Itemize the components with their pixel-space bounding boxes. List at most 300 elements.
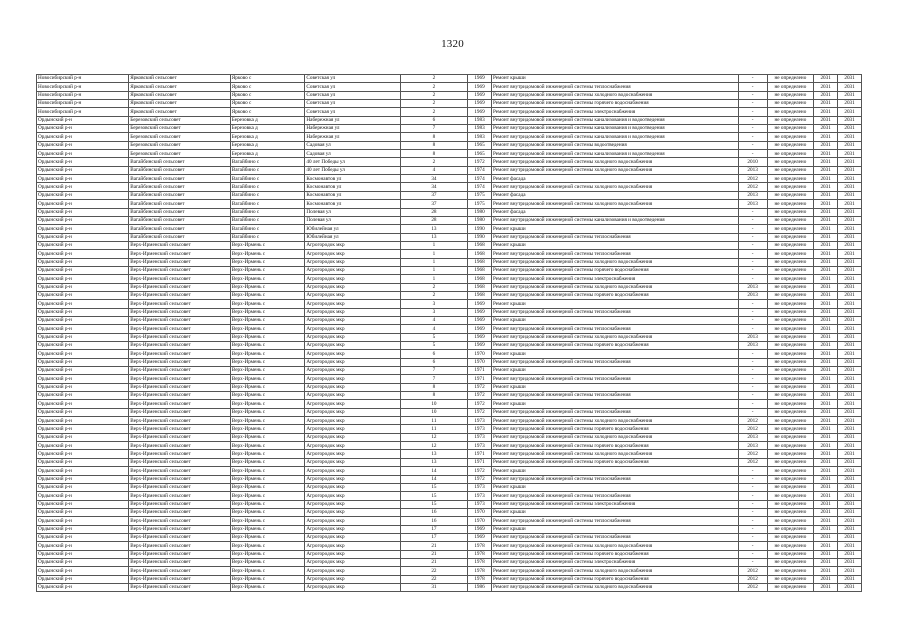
last-repair-year-cell: - (738, 125, 767, 133)
street-cell: Агрогородок мкр (305, 325, 400, 333)
work-type-cell: Ремонт внутридомовой инженерной системы холодного водоснабжения (491, 567, 738, 575)
table-row (37, 558, 862, 566)
street-cell: Агрогородок мкр (305, 358, 400, 366)
district-cell: Ордынский р-н (37, 208, 129, 216)
street-cell: Набережная ул (305, 125, 400, 133)
settlement-council-cell: Вагайбинский сельсовет (129, 191, 231, 199)
start-year-cell: 2031 (814, 233, 838, 241)
year-built-cell: 1972 (468, 383, 492, 391)
locality-cell: Верх-Ирмень с (230, 583, 305, 591)
locality-cell: Верх-Ирмень с (230, 275, 305, 283)
settlement-council-cell: Верх-Ирменский сельсовет (129, 483, 231, 491)
cost-cell: не определено (767, 275, 814, 283)
locality-cell: Верх-Ирмень с (230, 500, 305, 508)
district-cell: Ордынский р-н (37, 308, 129, 316)
house-number-cell: 7 (400, 367, 467, 375)
start-year-cell: 2031 (814, 141, 838, 149)
last-repair-year-cell: - (738, 558, 767, 566)
cost-cell: не определено (767, 533, 814, 541)
house-number-cell: 17 (400, 525, 467, 533)
table-row (37, 500, 862, 508)
street-cell: Агрогородок мкр (305, 291, 400, 299)
locality-cell: Верх-Ирмень с (230, 517, 305, 525)
house-number-cell: 8 (400, 392, 467, 400)
start-year-cell: 2031 (814, 525, 838, 533)
end-year-cell: 2031 (838, 558, 862, 566)
cost-cell: не определено (767, 567, 814, 575)
last-repair-year-cell: - (738, 400, 767, 408)
start-year-cell: 2031 (814, 567, 838, 575)
end-year-cell: 2031 (838, 433, 862, 441)
work-type-cell: Ремонт внутридомовой инженерной системы теплоснабжения (491, 517, 738, 525)
year-built-cell: 1974 (468, 166, 492, 174)
house-number-cell: 13 (400, 458, 467, 466)
settlement-council-cell: Верх-Ирменский сельсовет (129, 308, 231, 316)
end-year-cell: 2031 (838, 367, 862, 375)
end-year-cell: 2031 (838, 350, 862, 358)
locality-cell: Вагайбино с (230, 158, 305, 166)
house-number-cell: 2 (400, 283, 467, 291)
last-repair-year-cell: - (738, 525, 767, 533)
street-cell: Агрогородок мкр (305, 275, 400, 283)
last-repair-year-cell: - (738, 350, 767, 358)
year-built-cell: 1971 (468, 458, 492, 466)
cost-cell: не определено (767, 450, 814, 458)
settlement-council-cell: Верх-Ирменский сельсовет (129, 492, 231, 500)
street-cell: Агрогородок мкр (305, 383, 400, 391)
cost-cell: не определено (767, 316, 814, 324)
district-cell: Ордынский р-н (37, 225, 129, 233)
last-repair-year-cell: - (738, 392, 767, 400)
locality-cell: Березовка д (230, 116, 305, 124)
cost-cell: не определено (767, 508, 814, 516)
year-built-cell: 1978 (468, 567, 492, 575)
year-built-cell: 1968 (468, 275, 492, 283)
locality-cell: Верх-Ирмень с (230, 375, 305, 383)
locality-cell: Березовка д (230, 150, 305, 158)
cost-cell: не определено (767, 492, 814, 500)
work-type-cell: Ремонт крыши (491, 525, 738, 533)
work-type-cell: Ремонт внутридомовой инженерной системы холодного водоснабжения (491, 258, 738, 266)
end-year-cell: 2031 (838, 408, 862, 416)
end-year-cell: 2031 (838, 108, 862, 116)
last-repair-year-cell: 2012 (738, 458, 767, 466)
start-year-cell: 2031 (814, 425, 838, 433)
end-year-cell: 2031 (838, 383, 862, 391)
year-built-cell: 1973 (468, 425, 492, 433)
last-repair-year-cell: 2010 (738, 158, 767, 166)
table-row (37, 241, 862, 249)
district-cell: Ордынский р-н (37, 283, 129, 291)
table-row (37, 283, 862, 291)
last-repair-year-cell: - (738, 91, 767, 99)
street-cell: Агрогородок мкр (305, 517, 400, 525)
street-cell: Космонавтов ул (305, 183, 400, 191)
end-year-cell: 2031 (838, 508, 862, 516)
cost-cell: не определено (767, 166, 814, 174)
district-cell: Новосибирский р-н (37, 108, 129, 116)
locality-cell: Верх-Ирмень с (230, 567, 305, 575)
table-row (37, 258, 862, 266)
house-number-cell: 6 (400, 116, 467, 124)
district-cell: Ордынский р-н (37, 442, 129, 450)
district-cell: Ордынский р-н (37, 458, 129, 466)
cost-cell: не определено (767, 200, 814, 208)
start-year-cell: 2031 (814, 325, 838, 333)
last-repair-year-cell: - (738, 100, 767, 108)
start-year-cell: 2031 (814, 216, 838, 224)
start-year-cell: 2031 (814, 275, 838, 283)
year-built-cell: 1969 (468, 108, 492, 116)
last-repair-year-cell: 2012 (738, 417, 767, 425)
street-cell: Агрогородок мкр (305, 283, 400, 291)
end-year-cell: 2031 (838, 517, 862, 525)
last-repair-year-cell: - (738, 300, 767, 308)
work-type-cell: Ремонт внутридомовой инженерной системы холодного водоснабжения (491, 542, 738, 550)
year-built-cell: 1975 (468, 200, 492, 208)
start-year-cell: 2031 (814, 283, 838, 291)
end-year-cell: 2031 (838, 550, 862, 558)
work-type-cell: Ремонт внутридомовой инженерной системы горячего водоснабжения (491, 442, 738, 450)
district-cell: Ордынский р-н (37, 500, 129, 508)
settlement-council-cell: Верх-Ирменский сельсовет (129, 408, 231, 416)
year-built-cell: 1973 (468, 500, 492, 508)
table-row (37, 442, 862, 450)
work-type-cell: Ремонт крыши (491, 241, 738, 249)
settlement-council-cell: Верх-Ирменский сельсовет (129, 417, 231, 425)
cost-cell: не определено (767, 216, 814, 224)
street-cell: Агрогородок мкр (305, 542, 400, 550)
cost-cell: не определено (767, 191, 814, 199)
house-number-cell: 2 (400, 158, 467, 166)
settlement-council-cell: Верх-Ирменский сельсовет (129, 542, 231, 550)
cost-cell: не определено (767, 150, 814, 158)
end-year-cell: 2031 (838, 275, 862, 283)
district-cell: Ордынский р-н (37, 508, 129, 516)
table-row (37, 342, 862, 350)
end-year-cell: 2031 (838, 417, 862, 425)
locality-cell: Верх-Ирмень с (230, 258, 305, 266)
table-row (37, 458, 862, 466)
end-year-cell: 2031 (838, 450, 862, 458)
table-row (37, 141, 862, 149)
settlement-council-cell: Вагайбинский сельсовет (129, 200, 231, 208)
house-number-cell: 12 (400, 442, 467, 450)
table-row (37, 300, 862, 308)
start-year-cell: 2031 (814, 400, 838, 408)
district-cell: Ордынский р-н (37, 166, 129, 174)
work-type-cell: Ремонт внутридомовой инженерной системы холодного водоснабжения (491, 166, 738, 174)
table-row (37, 333, 862, 341)
end-year-cell: 2031 (838, 233, 862, 241)
work-type-cell: Ремонт крыши (491, 225, 738, 233)
settlement-council-cell: Верх-Ирменский сельсовет (129, 358, 231, 366)
cost-cell: не определено (767, 458, 814, 466)
work-type-cell: Ремонт внутридомовой инженерной системы холодного водоснабжения (491, 450, 738, 458)
start-year-cell: 2031 (814, 533, 838, 541)
street-cell: Агрогородок мкр (305, 308, 400, 316)
locality-cell: Вагайбино с (230, 191, 305, 199)
house-number-cell: 15 (400, 500, 467, 508)
year-built-cell: 1971 (468, 450, 492, 458)
work-type-cell: Ремонт внутридомовой инженерной системы холодного водоснабжения (491, 183, 738, 191)
table-row (37, 367, 862, 375)
year-built-cell: 1969 (468, 83, 492, 91)
start-year-cell: 2031 (814, 75, 838, 83)
house-number-cell: 10 (400, 400, 467, 408)
district-cell: Ордынский р-н (37, 450, 129, 458)
start-year-cell: 2031 (814, 166, 838, 174)
street-cell: Агрогородок мкр (305, 241, 400, 249)
end-year-cell: 2031 (838, 191, 862, 199)
locality-cell: Верх-Ирмень с (230, 483, 305, 491)
settlement-council-cell: Верх-Ирменский сельсовет (129, 567, 231, 575)
table-row (37, 542, 862, 550)
table-row (37, 400, 862, 408)
street-cell: Агрогородок мкр (305, 333, 400, 341)
house-number-cell: 17 (400, 533, 467, 541)
house-number-cell: 2 (400, 83, 467, 91)
district-cell: Ордынский р-н (37, 358, 129, 366)
last-repair-year-cell: - (738, 258, 767, 266)
locality-cell: Верх-Ирмень с (230, 316, 305, 324)
street-cell: Советская ул (305, 100, 400, 108)
last-repair-year-cell: 2013 (738, 200, 767, 208)
table-row (37, 508, 862, 516)
year-built-cell: 1972 (468, 158, 492, 166)
work-type-cell: Ремонт внутридомовой инженерной системы холодного водоснабжения (491, 417, 738, 425)
settlement-council-cell: Верх-Ирменский сельсовет (129, 275, 231, 283)
end-year-cell: 2031 (838, 141, 862, 149)
district-cell: Ордынский р-н (37, 350, 129, 358)
table-row (37, 492, 862, 500)
start-year-cell: 2031 (814, 392, 838, 400)
year-built-cell: 1969 (468, 75, 492, 83)
table-row (37, 183, 862, 191)
year-built-cell: 1965 (468, 141, 492, 149)
work-type-cell: Ремонт внутридомовой инженерной системы теплоснабжения (491, 250, 738, 258)
house-number-cell: 21 (400, 542, 467, 550)
table-row (37, 433, 862, 441)
house-number-cell: 6 (400, 350, 467, 358)
house-number-cell: 7 (400, 125, 467, 133)
settlement-council-cell: Вагайбинский сельсовет (129, 216, 231, 224)
house-number-cell: 6 (400, 358, 467, 366)
start-year-cell: 2031 (814, 500, 838, 508)
end-year-cell: 2031 (838, 342, 862, 350)
house-number-cell: 5 (400, 342, 467, 350)
year-built-cell: 1969 (468, 533, 492, 541)
settlement-council-cell: Верх-Ирменский сельсовет (129, 425, 231, 433)
cost-cell: не определено (767, 158, 814, 166)
table-row (37, 133, 862, 141)
year-built-cell: 1968 (468, 291, 492, 299)
district-cell: Ордынский р-н (37, 550, 129, 558)
end-year-cell: 2031 (838, 91, 862, 99)
work-type-cell: Ремонт крыши (491, 75, 738, 83)
work-type-cell: Ремонт внутридомовой инженерной системы канализования и водоотведения (491, 150, 738, 158)
district-cell: Новосибирский р-н (37, 100, 129, 108)
locality-cell: Верх-Ирмень с (230, 558, 305, 566)
table-row (37, 116, 862, 124)
year-built-cell: 1968 (468, 241, 492, 249)
table-row (37, 233, 862, 241)
locality-cell: Березовка д (230, 125, 305, 133)
locality-cell: Вагайбино с (230, 183, 305, 191)
cost-cell: не определено (767, 283, 814, 291)
end-year-cell: 2031 (838, 175, 862, 183)
district-cell: Ордынский р-н (37, 367, 129, 375)
cost-cell: не определено (767, 233, 814, 241)
street-cell: Агрогородок мкр (305, 567, 400, 575)
street-cell: Агрогородок мкр (305, 525, 400, 533)
work-type-cell: Ремонт внутридомовой инженерной системы теплоснабжения (491, 233, 738, 241)
cost-cell: не определено (767, 425, 814, 433)
settlement-council-cell: Ярковский сельсовет (129, 108, 231, 116)
district-cell: Ордынский р-н (37, 475, 129, 483)
work-type-cell: Ремонт внутридомовой инженерной системы канализования и водоотведения (491, 116, 738, 124)
locality-cell: Вагайбино с (230, 216, 305, 224)
table-row (37, 350, 862, 358)
work-type-cell: Ремонт внутридомовой инженерной системы холодного водоснабжения (491, 91, 738, 99)
last-repair-year-cell: - (738, 108, 767, 116)
start-year-cell: 2031 (814, 258, 838, 266)
settlement-council-cell: Ярковский сельсовет (129, 75, 231, 83)
district-cell: Ордынский р-н (37, 517, 129, 525)
work-type-cell: Ремонт внутридомовой инженерной системы теплоснабжения (491, 492, 738, 500)
work-type-cell: Ремонт фасада (491, 191, 738, 199)
end-year-cell: 2031 (838, 241, 862, 249)
year-built-cell: 1978 (468, 550, 492, 558)
settlement-council-cell: Вагайбинский сельсовет (129, 175, 231, 183)
locality-cell: Верх-Ирмень с (230, 417, 305, 425)
settlement-council-cell: Верх-Ирменский сельсовет (129, 558, 231, 566)
end-year-cell: 2031 (838, 333, 862, 341)
locality-cell: Вагайбино с (230, 166, 305, 174)
street-cell: Агрогородок мкр (305, 258, 400, 266)
locality-cell: Верх-Ирмень с (230, 400, 305, 408)
start-year-cell: 2031 (814, 483, 838, 491)
end-year-cell: 2031 (838, 583, 862, 591)
district-cell: Ордынский р-н (37, 567, 129, 575)
cost-cell: не определено (767, 325, 814, 333)
year-built-cell: 1974 (468, 183, 492, 191)
house-number-cell: 3 (400, 300, 467, 308)
year-built-cell: 1969 (468, 308, 492, 316)
end-year-cell: 2031 (838, 392, 862, 400)
end-year-cell: 2031 (838, 266, 862, 274)
table-row (37, 108, 862, 116)
end-year-cell: 2031 (838, 442, 862, 450)
work-type-cell: Ремонт крыши (491, 367, 738, 375)
street-cell: Агрогородок мкр (305, 375, 400, 383)
cost-cell: не определено (767, 400, 814, 408)
settlement-council-cell: Верх-Ирменский сельсовет (129, 467, 231, 475)
last-repair-year-cell: 2013 (738, 291, 767, 299)
table-row (37, 308, 862, 316)
settlement-council-cell: Вагайбинский сельсовет (129, 166, 231, 174)
district-cell: Ордынский р-н (37, 183, 129, 191)
end-year-cell: 2031 (838, 325, 862, 333)
district-cell: Ордынский р-н (37, 133, 129, 141)
start-year-cell: 2031 (814, 116, 838, 124)
locality-cell: Верх-Ирмень с (230, 350, 305, 358)
work-type-cell: Ремонт внутридомовой инженерной системы водоотведения (491, 141, 738, 149)
table-row (37, 417, 862, 425)
start-year-cell: 2031 (814, 225, 838, 233)
settlement-council-cell: Верх-Ирменский сельсовет (129, 325, 231, 333)
start-year-cell: 2031 (814, 300, 838, 308)
year-built-cell: 1972 (468, 400, 492, 408)
cost-cell: не определено (767, 83, 814, 91)
year-built-cell: 1970 (468, 358, 492, 366)
start-year-cell: 2031 (814, 266, 838, 274)
district-cell: Ордынский р-н (37, 200, 129, 208)
end-year-cell: 2031 (838, 542, 862, 550)
locality-cell: Верх-Ирмень с (230, 283, 305, 291)
settlement-council-cell: Верх-Ирменский сельсовет (129, 342, 231, 350)
capital-repair-table (36, 74, 862, 592)
start-year-cell: 2031 (814, 91, 838, 99)
table-row (37, 216, 862, 224)
district-cell: Ордынский р-н (37, 150, 129, 158)
work-type-cell: Ремонт внутридомовой инженерной системы канализования и водоотведения (491, 125, 738, 133)
district-cell: Ордынский р-н (37, 467, 129, 475)
settlement-council-cell: Верх-Ирменский сельсовет (129, 508, 231, 516)
settlement-council-cell: Ярковский сельсовет (129, 83, 231, 91)
last-repair-year-cell: 2012 (738, 575, 767, 583)
district-cell: Ордынский р-н (37, 266, 129, 274)
last-repair-year-cell: 2012 (738, 583, 767, 591)
work-type-cell: Ремонт внутридомовой инженерной системы горячего водоснабжения (491, 100, 738, 108)
table-row (37, 275, 862, 283)
district-cell: Ордынский р-н (37, 125, 129, 133)
settlement-council-cell: Верх-Ирменский сельсовет (129, 475, 231, 483)
cost-cell: не определено (767, 367, 814, 375)
house-number-cell: 4 (400, 325, 467, 333)
work-type-cell: Ремонт крыши (491, 400, 738, 408)
district-cell: Ордынский р-н (37, 342, 129, 350)
end-year-cell: 2031 (838, 283, 862, 291)
start-year-cell: 2031 (814, 475, 838, 483)
table-row (37, 208, 862, 216)
cost-cell: не определено (767, 467, 814, 475)
locality-cell: Верх-Ирмень с (230, 308, 305, 316)
year-built-cell: 1980 (468, 208, 492, 216)
year-built-cell: 1968 (468, 258, 492, 266)
house-number-cell: 13 (400, 225, 467, 233)
start-year-cell: 2031 (814, 583, 838, 591)
street-cell: Агрогородок мкр (305, 558, 400, 566)
locality-cell: Верх-Ирмень с (230, 383, 305, 391)
district-cell: Ордынский р-н (37, 533, 129, 541)
cost-cell: не определено (767, 358, 814, 366)
start-year-cell: 2031 (814, 150, 838, 158)
locality-cell: Верх-Ирмень с (230, 266, 305, 274)
settlement-council-cell: Вагайбинский сельсовет (129, 208, 231, 216)
district-cell: Ордынский р-н (37, 258, 129, 266)
house-number-cell: 1 (400, 250, 467, 258)
locality-cell: Верх-Ирмень с (230, 408, 305, 416)
year-built-cell: 1972 (468, 467, 492, 475)
house-number-cell: 12 (400, 433, 467, 441)
locality-cell: Вагайбино с (230, 200, 305, 208)
cost-cell: не определено (767, 133, 814, 141)
settlement-council-cell: Верх-Ирменский сельсовет (129, 533, 231, 541)
end-year-cell: 2031 (838, 158, 862, 166)
last-repair-year-cell: - (738, 467, 767, 475)
last-repair-year-cell: 2013 (738, 442, 767, 450)
